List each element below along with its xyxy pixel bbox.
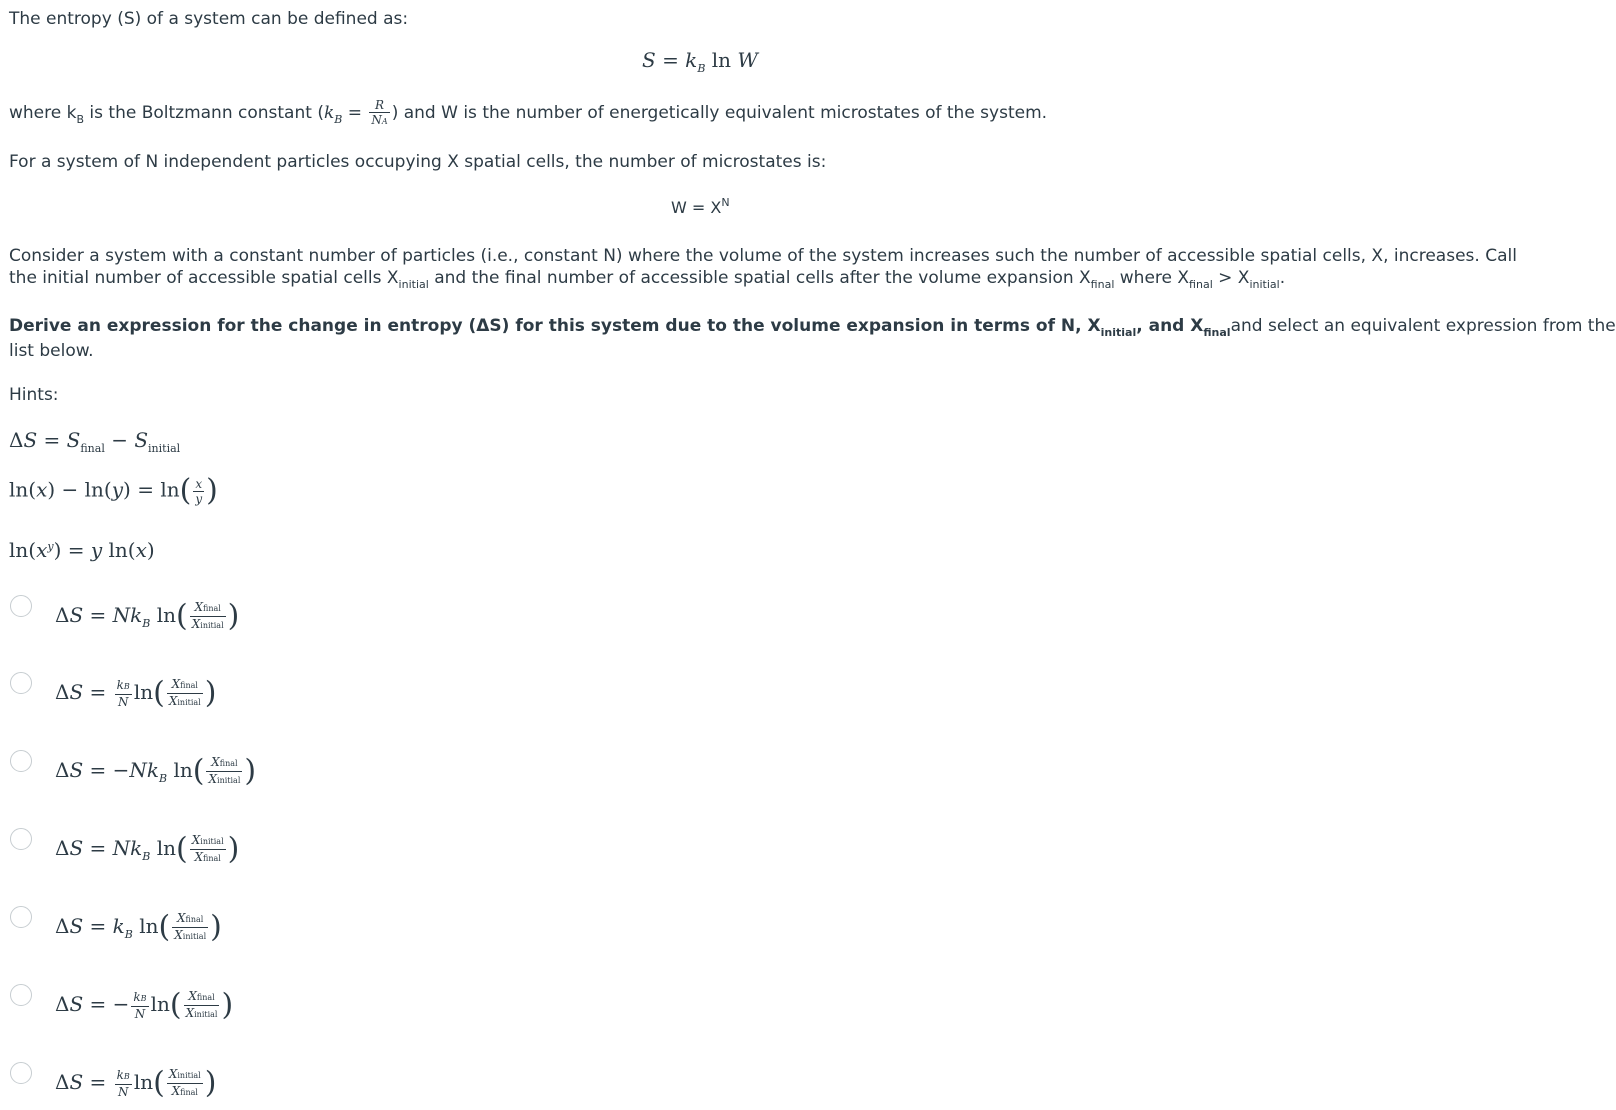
option-4-radio[interactable] xyxy=(10,828,32,850)
consider-line-1: Consider a system with a constant number of particles (i.e., constant N) where the volume of the system increases such the number of accessible spatial cells, X, increases. Call xyxy=(9,246,1517,266)
option-1-radio[interactable] xyxy=(10,595,32,617)
option-5-expression[interactable]: $\Delta S = k_B$ ln( $\frac{\text{Xfinal}}{\text{Xinitial}}$ ) xyxy=(55,909,222,945)
microstates-equation: $W = X^N$ xyxy=(671,196,730,217)
microstates-description: For a system of N independent particles occupying X spatial cells, the number of microstates is: xyxy=(9,152,827,172)
option-3-radio[interactable] xyxy=(10,750,32,772)
option-3-expression[interactable]: $\Delta S = -Nk_B$ ln( $\frac{\text{Xfinal}}{\text{Xinitial}}$ ) xyxy=(55,753,257,789)
boltzmann-description: where $k_B$ is the Boltzmann constant ($k_B$ = $\frac{R}{NA}$ ) and W is the number of energetically equivalent microstates of the system. xyxy=(9,98,1048,127)
hints-label: Hints: xyxy=(9,385,59,405)
entropy-definition-equation: $S = k_B$ ln W xyxy=(642,48,758,75)
option-6-expression[interactable]: ΔS = − $\frac{kB}{N}$ ln( $\frac{\text{Xfinal}}{\text{Xinitial}}$ ) xyxy=(55,987,234,1023)
option-2-radio[interactable] xyxy=(10,672,32,694)
hint-log-power: $\ln(x^y) = y$ ln(x) xyxy=(9,538,155,562)
derive-line-1: Derive an expression for the change in entropy (ΔS) for this system due to the volume expansion in terms of N, $X_{initial}$, and $X_{final}and$ select an equivalent expression from the xyxy=(9,316,1616,339)
option-5-radio[interactable] xyxy=(10,906,32,928)
option-7-expression[interactable]: ΔS = $\frac{kB}{N}$ ln( $\frac{\text{Xinitial}}{\text{Xfinal}}$ ) xyxy=(55,1065,217,1101)
consider-line-2: the initial number of accessible spatial cells $X_{initial}$ and the final number of accessible spatial cells after the volume expansion $X_{final}$ where $X_{final} > X_{initial}$. xyxy=(9,268,1286,291)
derive-line-2: list below. xyxy=(9,341,94,361)
hint-delta-s: $\Delta S = S_{final} - S_{initial}$ xyxy=(9,428,181,455)
kb-definition-math: $k_B$ = $\frac{R}{NA}$ xyxy=(323,98,388,127)
option-4-expression[interactable]: $\Delta S = Nk_B$ ln( $\frac{\text{Xinitial}}{\text{Xfinal}}$ ) xyxy=(55,831,240,867)
hint-log-quotient: ln(x) − ln(y) = ln( $\frac{x}{y}$ ) xyxy=(9,473,218,508)
option-7-radio[interactable] xyxy=(10,1062,32,1084)
intro-text: The entropy (S) of a system can be defined as: xyxy=(9,9,409,29)
option-1-expression[interactable]: $\Delta S = Nk_B$ ln( $\frac{\text{Xfinal}}{\text{Xinitial}}$ ) xyxy=(55,598,240,634)
option-6-radio[interactable] xyxy=(10,984,32,1006)
option-2-expression[interactable]: ΔS = $\frac{kB}{N}$ ln( $\frac{\text{Xfinal}}{\text{Xinitial}}$ ) xyxy=(55,675,217,711)
